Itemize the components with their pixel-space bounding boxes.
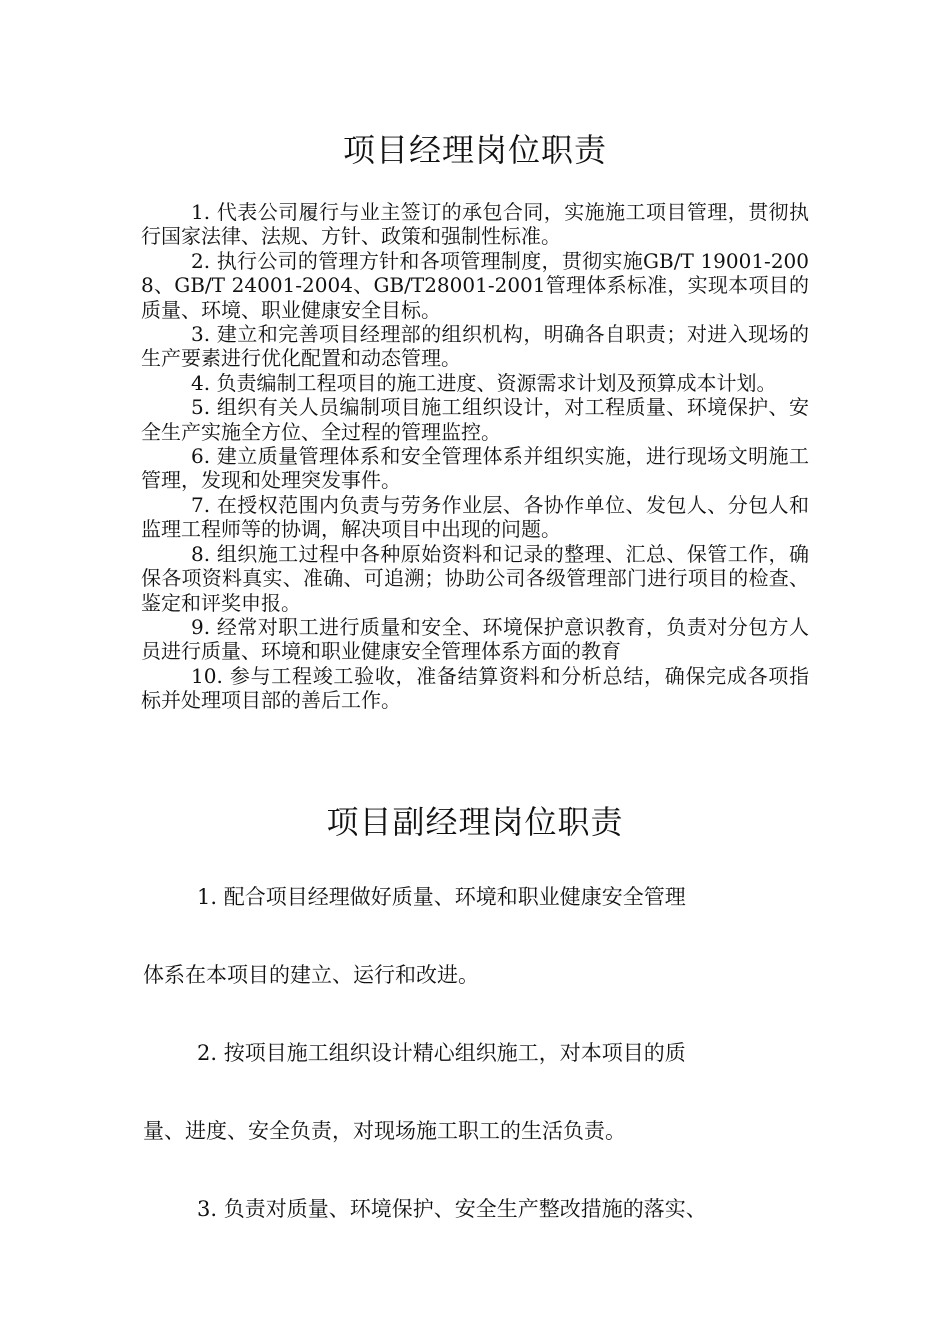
duty-item-7: 7. 在授权范围内负责与劳务作业层、各协作单位、发包人、分包人和监理工程师等的协调，解决项目中出现的问题。	[141, 492, 809, 542]
deputy-duty-2-line-2: 量、进度、安全负责，对现场施工职工的生活负责。	[143, 1119, 626, 1143]
deputy-duty-1-line-2: 体系在本项目的建立、运行和改进。	[143, 963, 479, 987]
duty-item-6: 6. 建立质量管理体系和安全管理体系并组织实施，进行现场文明施工管理，发现和处理突发事件。	[141, 444, 809, 493]
duty-item-4: 4. 负责编制工程项目的施工进度、资源需求计划及预算成本计划。	[191, 370, 777, 395]
duty-item-9: 9. 经常对职工进行质量和安全、环境保护意识教育，负责对分包方人员进行质量、环境和职业健康安全管理体系方面的教育	[141, 614, 809, 664]
line-gap	[143, 916, 809, 956]
duty-item-1: 1. 代表公司履行与业主签订的承包合同，实施施工项目管理，贯彻执行国家法律、法规、方针、政策和强制性标准。	[141, 200, 809, 249]
deputy-manager-duties	[143, 878, 809, 1228]
project-manager-duties	[141, 200, 809, 713]
duty-item-3: 3. 建立和完善项目经理部的组织机构，明确各自职责；对进入现场的生产要素进行优化配置和动态管理。	[141, 322, 809, 371]
line-gap	[143, 994, 809, 1034]
line-gap	[143, 1072, 809, 1112]
section-title-deputy-manager: 项目副经理岗位职责	[326, 803, 624, 841]
deputy-duty-1-line-1: 1. 配合项目经理做好质量、环境和职业健康安全管理	[197, 885, 686, 909]
duty-item-8: 8. 组织施工过程中各种原始资料和记录的整理、汇总、保管工作，确保各项资料真实、准确、可追溯；协助公司各级管理部门进行项目的检查、鉴定和评奖申报。	[141, 541, 809, 615]
duty-item-5: 5. 组织有关人员编制项目施工组织设计，对工程质量、环境保护、安全生产实施全方位、全过程的管理监控。	[141, 395, 809, 444]
line-gap	[143, 1150, 809, 1190]
duty-item-10: 10. 参与工程竣工验收，准备结算资料和分析总结，确保完成各项指标并处理项目部的善后工作。	[141, 663, 809, 713]
deputy-duty-3-line-1: 3. 负责对质量、环境保护、安全生产整改措施的落实、	[197, 1197, 707, 1221]
duty-item-2: 2. 执行公司的管理方针和各项管理制度，贯彻实施GB/T 19001-2008、GB/T 24001-2004、GB/T28001-2001管理体系标准，实现本项目的质量、环境、职业健康安全目标。	[141, 248, 809, 322]
deputy-duty-2-line-1: 2. 按项目施工组织设计精心组织施工，对本项目的质	[197, 1041, 686, 1065]
section-title-project-manager: 项目经理岗位职责	[342, 131, 607, 169]
